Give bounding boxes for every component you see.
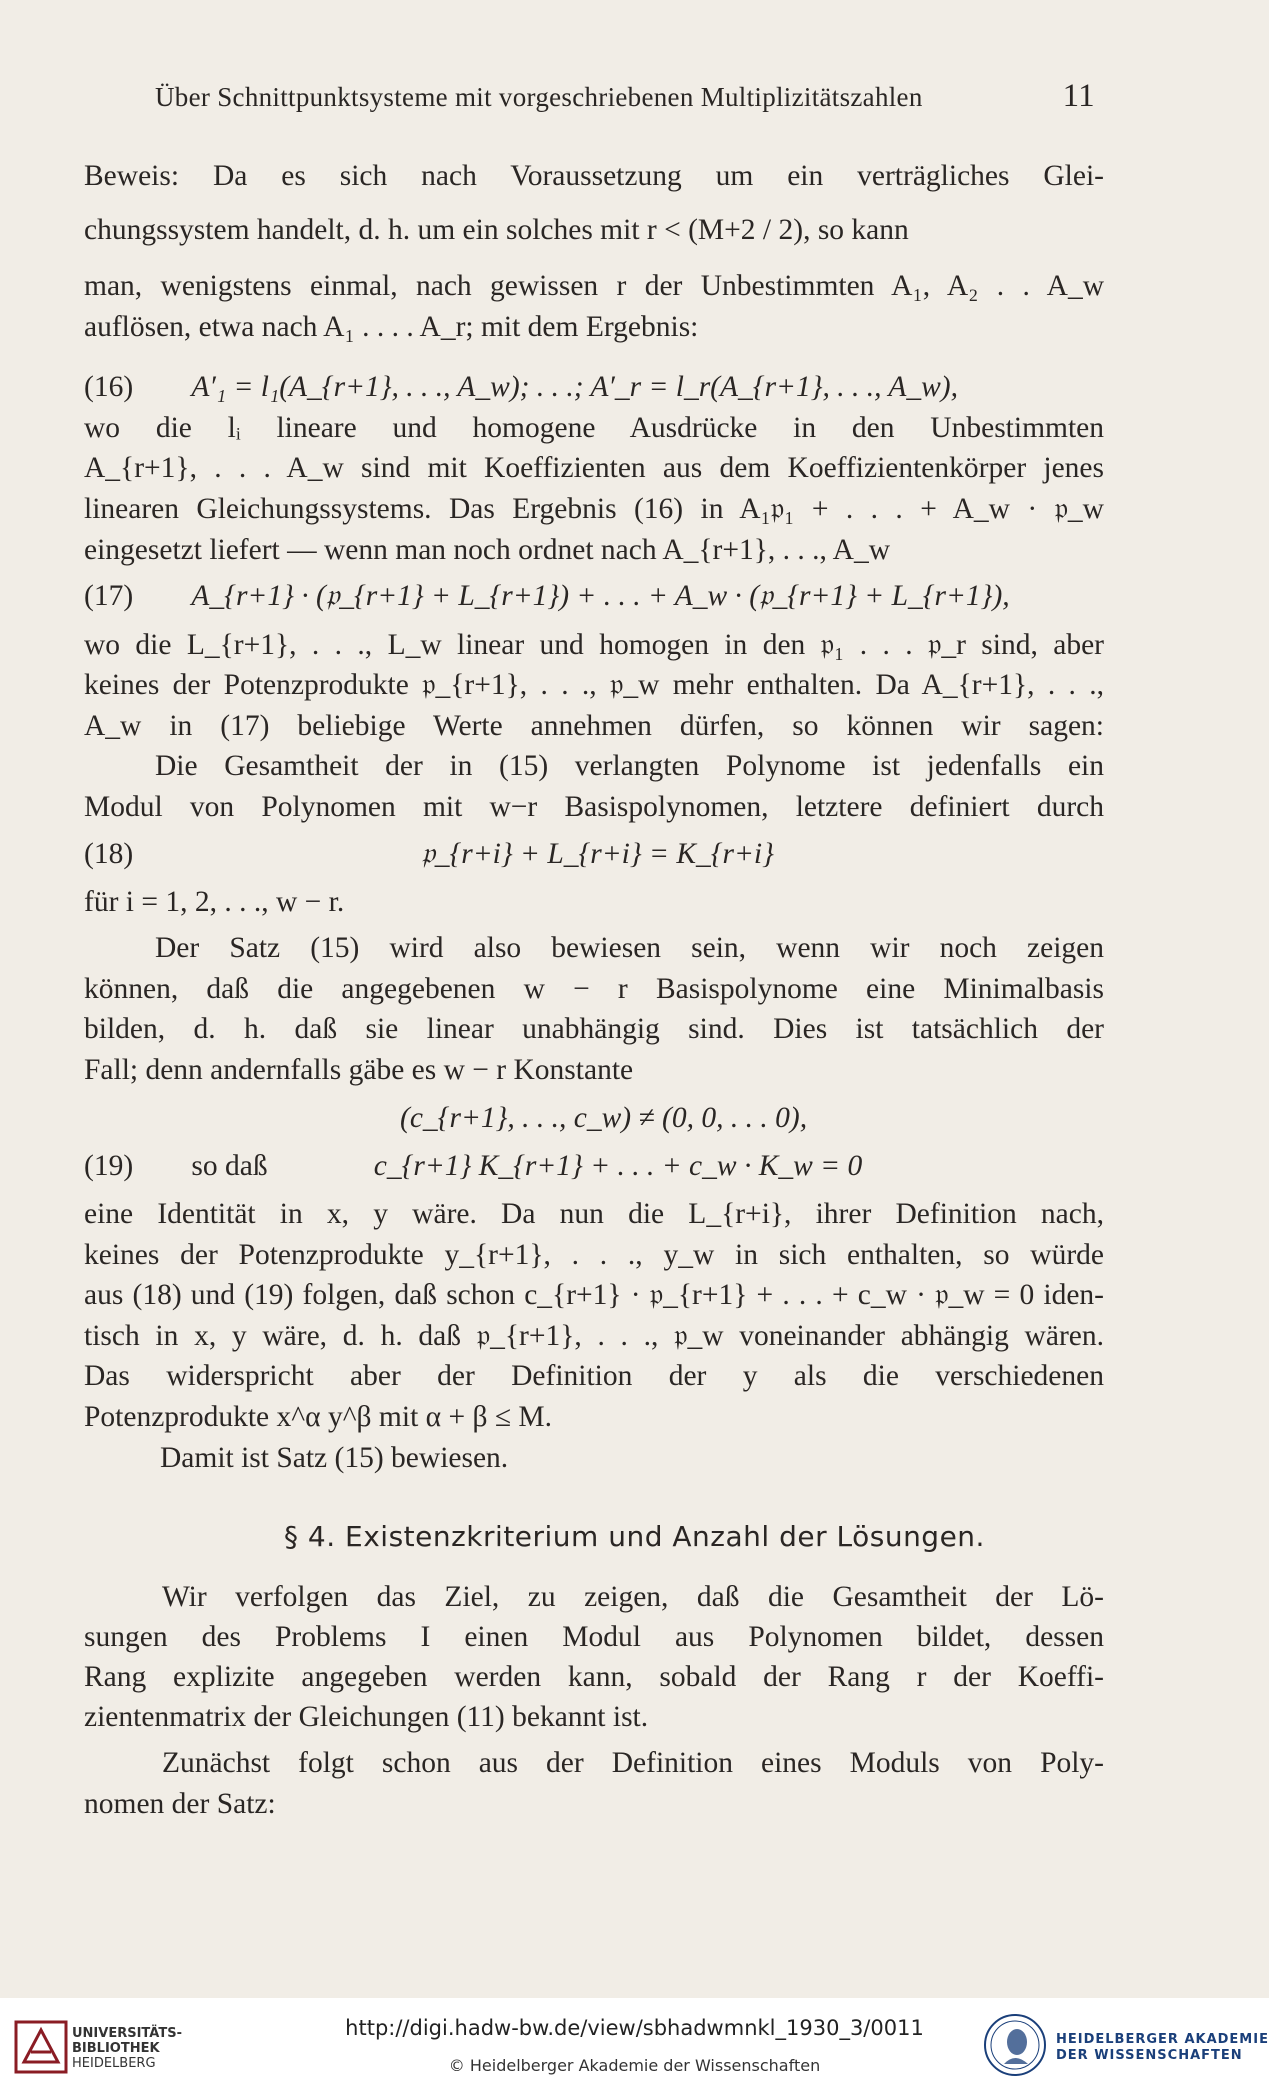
copyright-notice: © Heidelberger Akademie der Wissenschaften (448, 2056, 821, 2075)
text-line: keines der Potenzprodukte 𝔭_{r+1}, . . ., 𝔭_w mehr enthalten. Da A_{r+1}, . . ., (84, 669, 1104, 701)
text-line: chungssystem handelt, d. h. um ein solches mit r < (M+2 / 2), so kann (84, 214, 909, 246)
equation-18 (84, 836, 1104, 872)
text-line: Das widerspricht aber der Definition der y als die verschiedenen (84, 1360, 1104, 1392)
university-library-name: UNIVERSITÄTS- BIBLIOTHEK HEIDELBERG (72, 2026, 182, 2071)
text-line: Modul von Polynomen mit w−r Basispolynomen, letztere definiert durch (84, 791, 1104, 823)
text-line: Beweis: Da es sich nach Voraussetzung um ein verträgliches Glei- (84, 160, 1104, 192)
text-line: wo die lᵢ lineare und homogene Ausdrücke in den Unbestimmten (84, 412, 1104, 444)
equation-19 (84, 1148, 1104, 1184)
viewer-footer (0, 1998, 1269, 2094)
equation-16 (84, 369, 1104, 405)
equation-number: (17) (84, 580, 134, 612)
text-line: für i = 1, 2, . . ., w − r. (84, 886, 345, 918)
text-line: tisch in x, y wäre, d. h. daß 𝔭_{r+1}, . . ., 𝔭_w voneinander abhängig wären. (84, 1320, 1104, 1352)
equation-number: (19) (84, 1150, 134, 1182)
equation-number: (16) (84, 371, 134, 403)
equation-body: A′₁ = l₁(A_{r+1}, . . ., A_w); . . .; A′_r = l_r(A_{r+1}, . . ., A_w), (191, 371, 958, 403)
text-line: zientenmatrix der Gleichungen (11) bekannt ist. (84, 1701, 649, 1733)
text-line: A_{r+1}, . . . A_w sind mit Koeffizienten aus dem Koeffizientenkörper jenes (84, 452, 1104, 484)
section-heading: § 4. Existenzkriterium und Anzahl der Lösungen. (284, 1520, 985, 1553)
text-line-fraction (84, 212, 1104, 248)
text-line: eine Identität in x, y wäre. Da nun die L_{r+i}, ihrer Definition nach, (84, 1198, 1104, 1230)
text-line: eingesetzt liefert — wenn man noch ordnet nach A_{r+1}, . . ., A_w (84, 534, 891, 566)
text-line: auflösen, etwa nach A₁ . . . . A_r; mit dem Ergebnis: (84, 311, 699, 343)
text-line: Der Satz (15) wird also bewiesen sein, wenn wir noch zeigen (155, 932, 1104, 964)
text-line: Rang explizite angegeben werden kann, sobald der Rang r der Koeffi- (84, 1661, 1104, 1693)
text-line: Wir verfolgen das Ziel, zu zeigen, daß die Gesamtheit der Lö- (162, 1581, 1104, 1613)
text-line: aus (18) und (19) folgen, daß schon c_{r+1} · 𝔭_{r+1} + . . . + c_w · 𝔭_w = 0 iden- (84, 1279, 1104, 1311)
equation-body: c_{r+1} K_{r+1} + . . . + c_w · K_w = 0 (373, 1150, 863, 1182)
document-url-link[interactable]: http://digi.hadw-bw.de/view/sbhadwmnkl_1930_3/0011 (345, 2016, 924, 2040)
page-number: 11 (1062, 78, 1095, 114)
text-line: A_w in (17) beliebige Werte annehmen dürfen, so können wir sagen: (84, 710, 1104, 742)
equation-17 (84, 578, 1104, 614)
running-title: Über Schnittpunktsysteme mit vorgeschriebenen Multiplizitätszahlen (155, 82, 923, 112)
text-line: Damit ist Satz (15) bewiesen. (160, 1442, 509, 1474)
equation-body: A_{r+1} · (𝔭_{r+1} + L_{r+1}) + . . . + A_w · (𝔭_{r+1} + L_{r+1}), (191, 580, 1010, 612)
text-line: Die Gesamtheit der in (15) verlangten Polynome ist jedenfalls ein (155, 750, 1104, 782)
text-line: man, wenigstens einmal, nach gewissen r der Unbestimmten A₁, A₂ . . A_w (84, 270, 1104, 302)
equation-constants: (c_{r+1}, . . ., c_w) ≠ (0, 0, . . . 0), (400, 1102, 808, 1134)
text-line: keines der Potenzprodukte y_{r+1}, . . ., y_w in sich enthalten, so würde (84, 1239, 1104, 1271)
text-line: wo die L_{r+1}, . . ., L_w linear und homogen in den 𝔭₁ . . . 𝔭_r sind, aber (84, 629, 1104, 661)
text-line: sungen des Problems I einen Modul aus Polynomen bildet, dessen (84, 1621, 1104, 1653)
equation-prefix: so daß (191, 1150, 268, 1182)
text-line: bilden, d. h. daß sie linear unabhängig sind. Dies ist tatsächlich der (84, 1013, 1104, 1045)
equation-body: 𝔭_{r+i} + L_{r+i} = K_{r+i} (421, 838, 774, 870)
academy-seal-icon (982, 2012, 1048, 2078)
equation-number: (18) (84, 838, 134, 870)
academy-name: HEIDELBERGER AKADEMIE DER WISSENSCHAFTEN (1056, 2032, 1269, 2063)
text-line: können, daß die angegebenen w − r Basispolynome eine Minimalbasis (84, 973, 1104, 1005)
text-line: linearen Gleichungssystems. Das Ergebnis (16) in A₁𝔭₁ + . . . + A_w · 𝔭_w (84, 493, 1104, 525)
text-line: Fall; denn andernfalls gäbe es w − r Konstante (84, 1054, 634, 1086)
running-header (155, 78, 1095, 114)
text-line: nomen der Satz: (84, 1788, 276, 1820)
text-line: Potenzprodukte x^α y^β mit α + β ≤ M. (84, 1401, 553, 1433)
text-line: Zunächst folgt schon aus der Definition eines Moduls von Poly- (162, 1747, 1104, 1779)
